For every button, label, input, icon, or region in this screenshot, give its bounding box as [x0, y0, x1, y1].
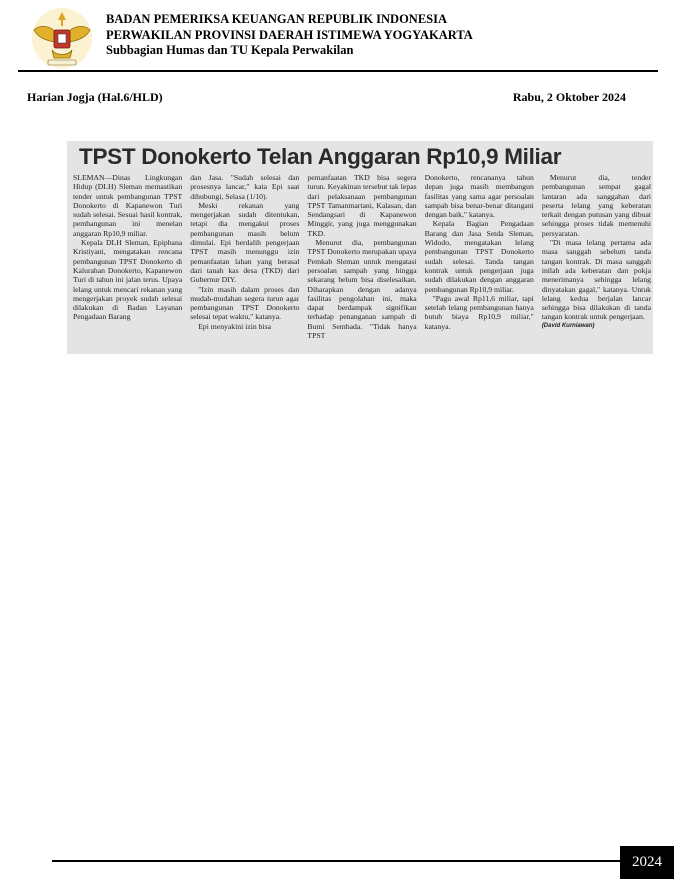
org-line-3: Subbagian Humas dan TU Kepala Perwakilan [106, 43, 354, 57]
article-column-3 [307, 173, 416, 353]
paragraph: Kepala DLH Sleman, Epiphana Kristiyani, mengatakan rencana pembangunan TPST Donokerto di Kalurahan Donokerto, Kapanewon Turi di tahun ini jalan terus. Upaya lelang untuk mencari rekanan yang mengerjakan proyek sudah selesai dilakukan di Badan Layanan Pengadaan Barang [73, 238, 183, 322]
paragraph: "Di masa lelang pertama ada masa sanggah sebelum tanda tangan kontrak. Di masa sanggah inilah ada keberatan dan pokja menerimanya sehingga lelang dinyatakan gagal," katanya. Untuk lelang kedua berjalan lancar sehingga bisa dilakukan di tanda tangan kontrak untuk pengerjaan. [541, 238, 652, 322]
date-label: Rabu, 2 Oktober 2024 [512, 90, 626, 104]
year-badge: 2024 [620, 846, 674, 879]
footer-divider [52, 860, 622, 862]
news-clipping [67, 141, 653, 354]
org-line-2: PERWAKILAN PROVINSI DAERAH ISTIMEWA YOGYAKARTA [106, 27, 473, 42]
paragraph: dan Jasa. "Sudah selesai dan prosesnya lancar," kata Epi saat dihubungi, Selasa (1/10). [190, 173, 300, 201]
article-column-4 [425, 173, 534, 353]
article-headline: TPST Donokerto Telan Anggaran Rp10,9 Miliar [79, 144, 562, 169]
garuda-emblem-icon [30, 6, 94, 70]
org-line-1: BADAN PEMERIKSA KEUANGAN REPUBLIK INDONESIA [106, 12, 448, 26]
source-label: Harian Jogja (Hal.6/HLD) [27, 90, 163, 104]
article-body [73, 173, 651, 353]
paragraph: "Pagu awal Rp11,6 miliar, tapi setelah lelang pembangunan hanya butuh biaya Rp10,9 miliar," katanya. [424, 293, 534, 331]
document-header [0, 0, 696, 75]
article-column-1 [73, 173, 182, 353]
organization-name [106, 12, 473, 59]
article-column-2 [190, 173, 299, 353]
paragraph: Meski rekanan yang mengerjakan sudah ditentukan, tetapi dia mengakui proses pembangunan masih belum dimulai. Epi berdalih pengerjaan TPST masih menunggu izin pemanfaatan lahan yang berasal dari tanah kas desa (TKD) dari Gubernur DIY. [190, 200, 300, 285]
article-byline: (David Kurniawan) [541, 322, 595, 329]
paragraph: Kepala Bagian Pengadaan Barang dan Jasa Setda Sleman, Widodo, mengatakan lelang pembangunan TPST Donokerto sudah selesai. Tanda tangan kontrak untuk pengerjaan juga sudah dilakukan dengan anggaran pembangunan Rp10,9 miliar. [424, 219, 534, 294]
paragraph: "Izin masih dalam proses dan mudah-mudahan segera turun agar pembangunan TPST Donokerto selesai tepat waktu," katanya. [190, 284, 300, 322]
paragraph: Donokerto, rencananya tahun depan juga masih membangun fasilitas yang sama agar persoalan sampah bisa benar-benar ditangani dengan baik," katanya. [424, 173, 534, 220]
article-column-5 [542, 173, 651, 353]
paragraph: Epi menyakini izin bisa [198, 321, 272, 331]
paragraph: pemanfaatan TKD bisa segera turun. Keyakinan tersebut tak lepas dari pelaksanaan pembangunan TPST Tamanmartani, Kalasan, dan Sendangsari di Kapanewon Minggir, yang juga menggunakan TKD. [307, 173, 417, 238]
paragraph: SLEMAN—Dinas Lingkungan Hidup (DLH) Sleman memastikan tender untuk pembangunan TPST Donokerto di Kapanewon Turi sudah selesai. Sesuai hasil kontrak, pembangunan ini menelan anggaran Rp10,9 miliar. [73, 173, 183, 238]
paragraph: Menurut dia, pembangunan TPST Donokerto merupakan upaya Pemkab Sleman untuk mengatasi persoalan sampah yang hingga sekarang belum bisa diselesaikan. Diharapkan dengan adanya fasilitas pengolahan ini, maka dapat berdampak signifikan terhadap penanganan sampah di Bumi Sembada. "Tidak hanya TPST [307, 238, 417, 341]
paragraph: Menurut dia, tender pembangunan sempat gagal lantaran ada sanggahan dari peserta lelang yang keberatan terkait dengan putusan yang dibuat sehingga proses tidak memenuhi persyaratan. [541, 173, 652, 238]
header-divider [18, 70, 658, 72]
